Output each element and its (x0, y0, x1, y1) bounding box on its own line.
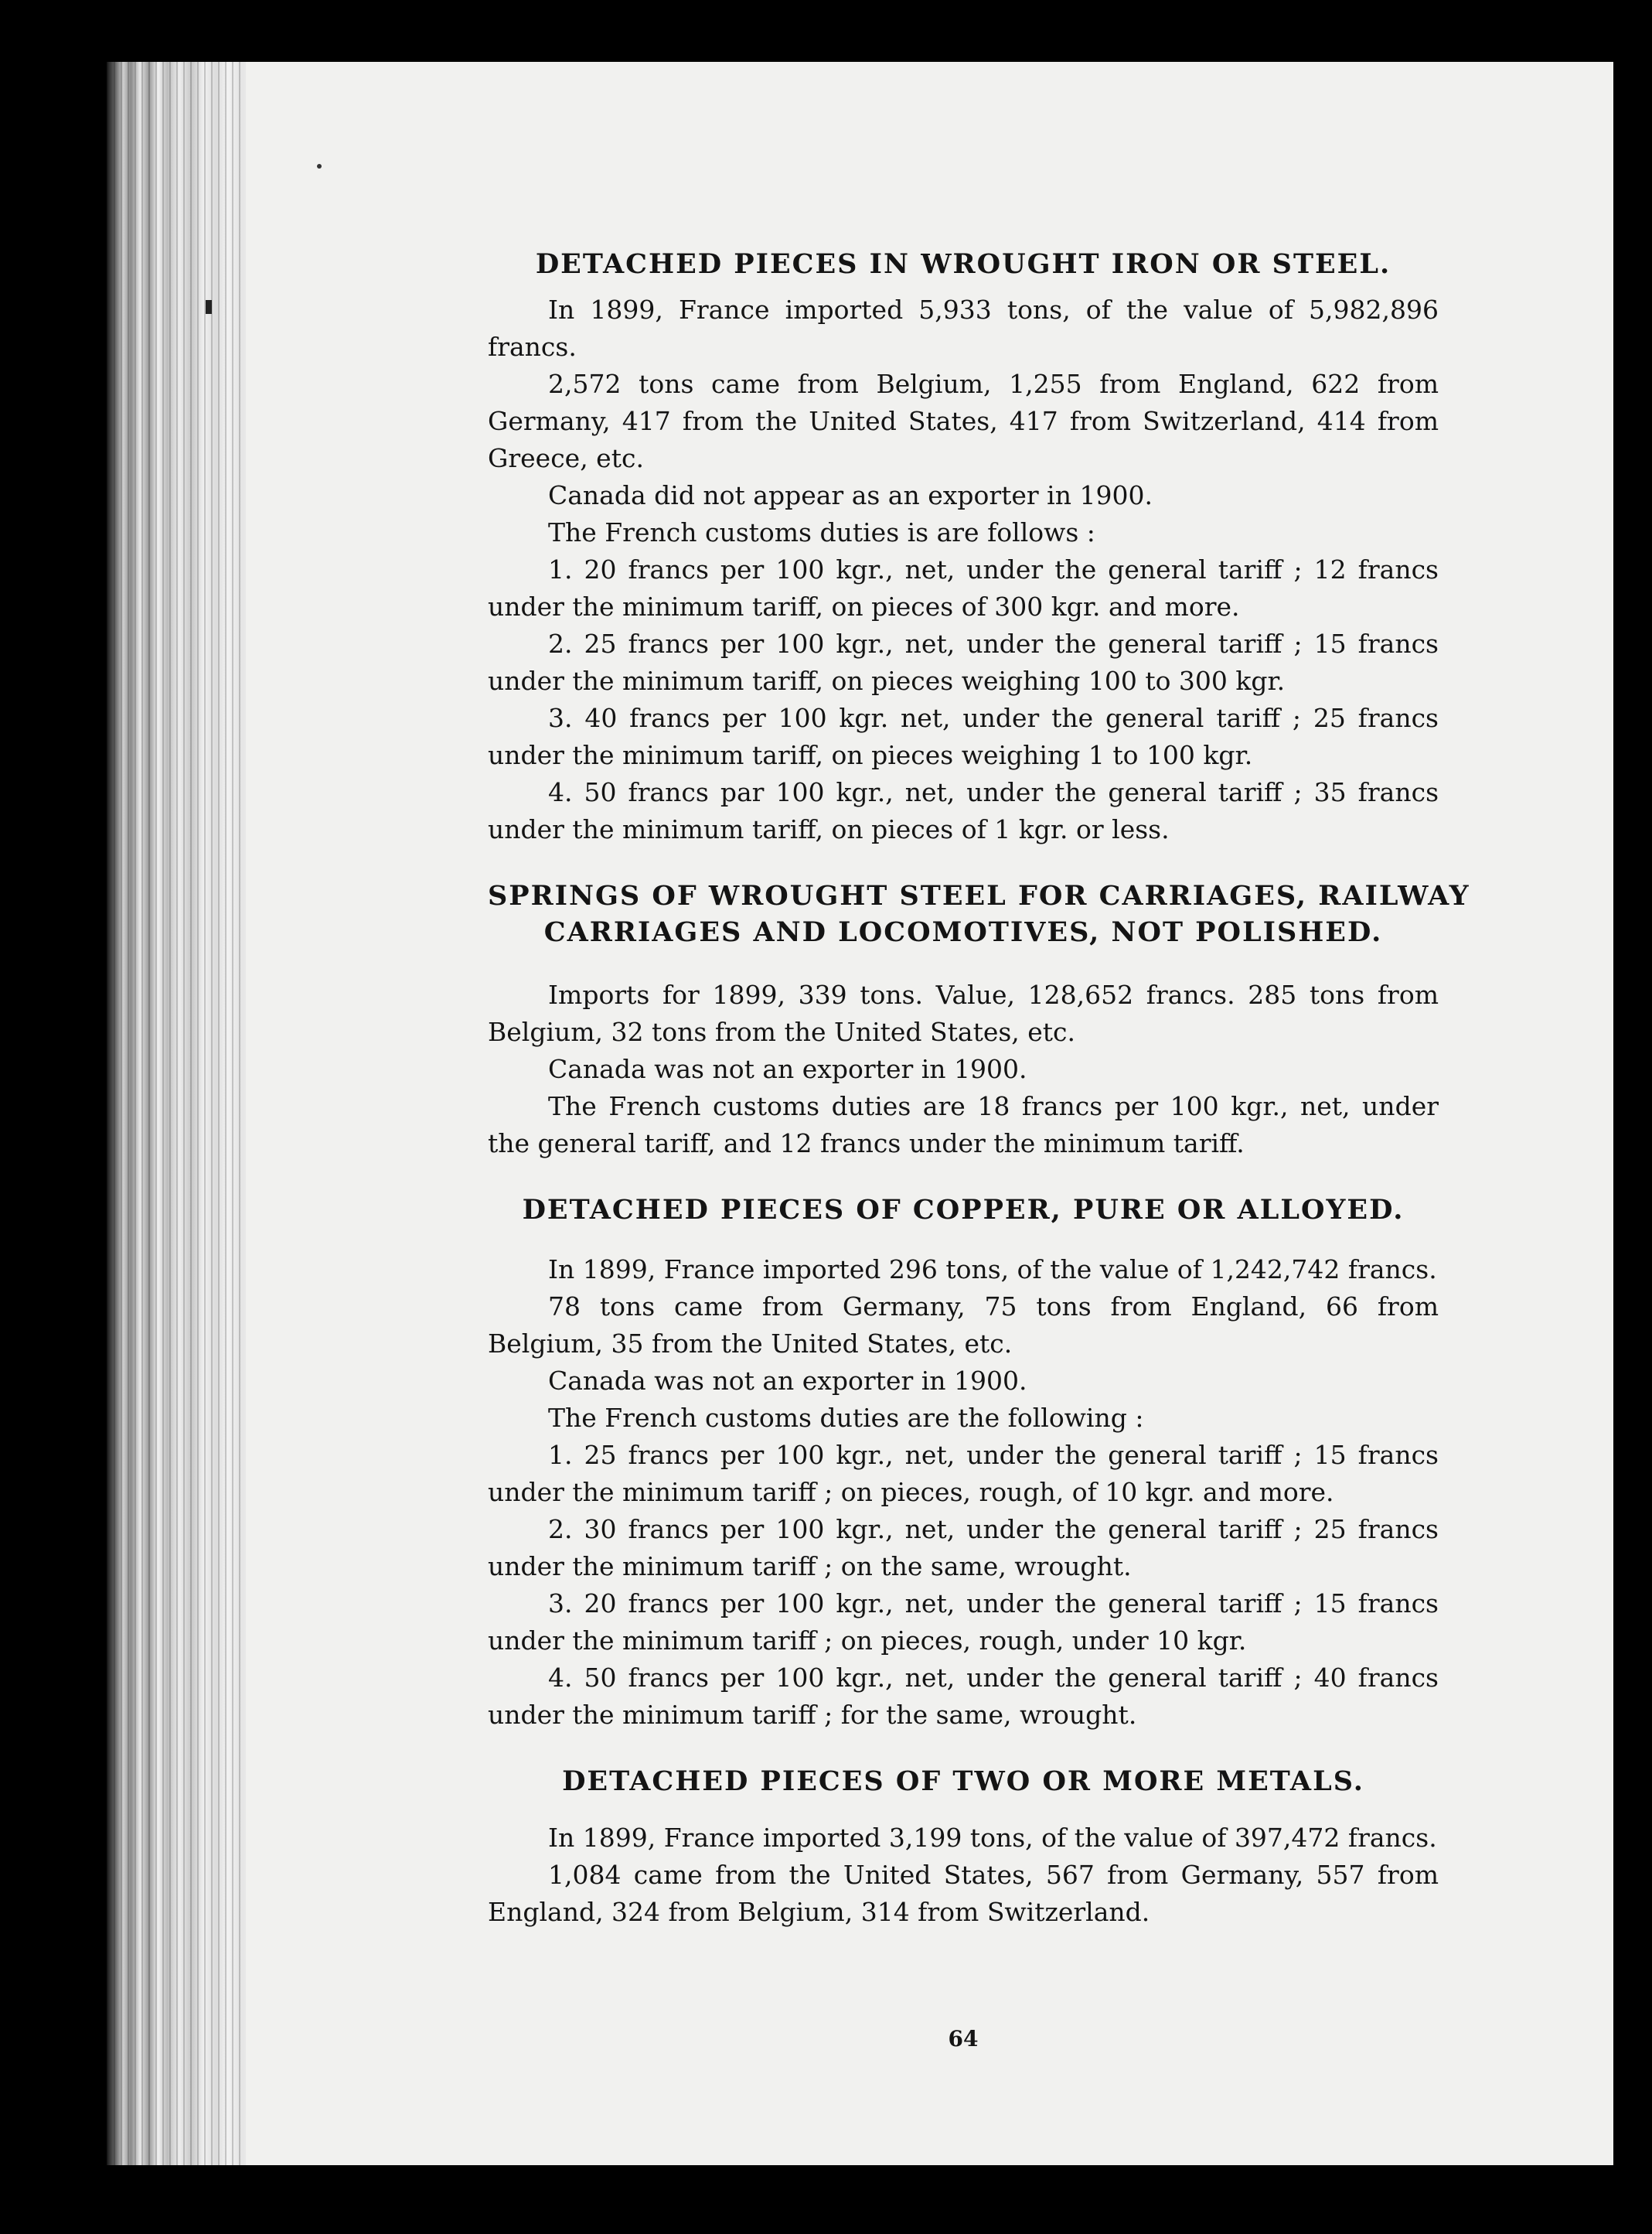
binding-mark (206, 300, 212, 314)
book-binding-edge (107, 62, 258, 2165)
section-heading: DETACHED PIECES OF TWO OR MORE METALS. (562, 1765, 1364, 1797)
heading-spacer (488, 1237, 1439, 1251)
page-number: 64 (948, 2026, 979, 2052)
paragraph: Imports for 1899, 339 tons. Value, 128,652 francs. 285 tons from Belgium, 32 tons from the United States, etc. (488, 980, 1439, 1047)
section-spacer (488, 1162, 1439, 1192)
section-springs (488, 878, 1470, 1162)
paragraph: 2,572 tons came from Belgium, 1,255 from England, 622 from Germany, 417 from the United States, 417 from Switzerland, 414 from Greece, etc. (488, 369, 1439, 473)
tariff-item: 2. 25 francs per 100 kgr., net, under the general tariff ; 15 francs under the minimum tariff, on pieces weighing 100 to 300 kgr. (488, 629, 1439, 696)
section-spacer (488, 848, 1439, 878)
tariff-item: 4. 50 francs per 100 kgr., net, under the general tariff ; 40 francs under the minimum tariff ; for the same, wrought. (488, 1663, 1439, 1730)
paragraph: In 1899, France imported 296 tons, of the value of 1,242,742 francs. (548, 1254, 1437, 1284)
paragraph: In 1899, France imported 5,933 tons, of the value of 5,982,896 francs. (488, 295, 1439, 362)
paragraph: Canada was not an exporter in 1900. (548, 1366, 1027, 1396)
paragraph: Canada was not an exporter in 1900. (548, 1054, 1027, 1084)
paragraph: The French customs duties are the following : (548, 1403, 1144, 1433)
paragraph: 1,084 came from the United States, 567 from Germany, 557 from England, 324 from Belgium, 314 from Switzerland. (488, 1860, 1439, 1927)
paragraph: The French customs duties is are follows : (548, 517, 1095, 547)
paragraph: In 1899, France imported 3,199 tons, of the value of 397,472 francs. (548, 1823, 1437, 1853)
paragraph: 78 tons came from Germany, 75 tons from England, 66 from Belgium, 35 from the United States, etc. (488, 1291, 1439, 1359)
section-heading: DETACHED PIECES OF COPPER, PURE OR ALLOYED. (522, 1194, 1405, 1226)
heading-spacer (488, 1809, 1439, 1820)
paragraph: The French customs duties are 18 francs per 100 kgr., net, under the general tariff, and 12 francs under the minimum tariff. (488, 1091, 1439, 1158)
page-body (488, 246, 1470, 1931)
section-spacer (488, 1734, 1439, 1763)
paragraph: Canada did not appear as an exporter in 1900. (548, 480, 1153, 510)
binding-texture (107, 62, 258, 2165)
section-heading: DETACHED PIECES IN WROUGHT IRON OR STEEL. (535, 248, 1391, 280)
section-heading-line-2: CARRIAGES AND LOCOMOTIVES, NOT POLISHED. (543, 916, 1383, 948)
tariff-item: 1. 20 francs per 100 kgr., net, under the general tariff ; 12 francs under the minimum tariff, on pieces of 300 kgr. and more. (488, 554, 1439, 622)
section-wrought-iron (488, 246, 1439, 848)
tariff-item: 2. 30 francs per 100 kgr., net, under the general tariff ; 25 francs under the minimum tariff ; on the same, wrought. (488, 1514, 1439, 1581)
tariff-item: 4. 50 francs par 100 kgr., net, under the general tariff ; 35 francs under the minimum tariff, on pieces of 1 kgr. or less. (488, 777, 1439, 844)
tariff-item: 3. 20 francs per 100 kgr., net, under the general tariff ; 15 francs under the minimum tariff ; on pieces, rough, under 10 kgr. (488, 1588, 1439, 1656)
heading-spacer (488, 960, 1439, 977)
section-copper (488, 1192, 1439, 1734)
tariff-item: 3. 40 francs per 100 kgr. net, under the general tariff ; 25 francs under the minimum tariff, on pieces weighing 1 to 100 kgr. (488, 703, 1439, 770)
section-two-metals (488, 1763, 1439, 1931)
section-heading-line-1: SPRINGS OF WROUGHT STEEL FOR CARRIAGES, RAILWAY (488, 880, 1470, 912)
tariff-item: 1. 25 francs per 100 kgr., net, under the general tariff ; 15 francs under the minimum tariff ; on pieces, rough, of 10 kgr. and more. (488, 1440, 1439, 1507)
ink-speck (317, 164, 322, 169)
